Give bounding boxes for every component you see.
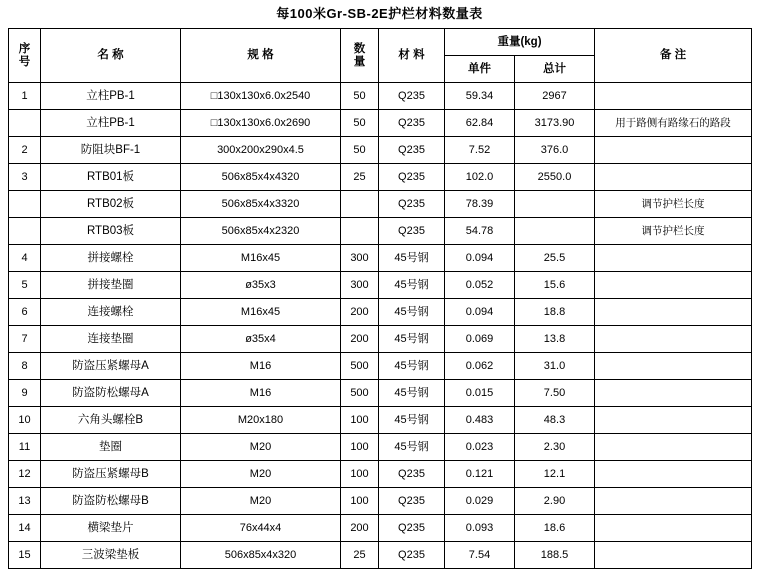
table-row — [9, 83, 752, 110]
cell-material: 45号钢 — [379, 299, 445, 326]
cell-total-weight: 7.50 — [515, 380, 595, 407]
cell-unit-weight: 0.094 — [445, 299, 515, 326]
cell-seq: 3 — [9, 164, 41, 191]
column-header-name: 名 称 — [41, 29, 181, 83]
cell-spec: M20x180 — [181, 407, 341, 434]
cell-note — [595, 83, 752, 110]
cell-name: 立柱PB-1 — [41, 83, 181, 110]
cell-unit-weight: 102.0 — [445, 164, 515, 191]
cell-material: Q235 — [379, 83, 445, 110]
cell-unit-weight: 0.023 — [445, 434, 515, 461]
cell-total-weight: 2967 — [515, 83, 595, 110]
cell-qty: 500 — [341, 353, 379, 380]
cell-material: Q235 — [379, 488, 445, 515]
cell-seq: 1 — [9, 83, 41, 110]
cell-qty: 300 — [341, 272, 379, 299]
cell-unit-weight: 7.54 — [445, 542, 515, 569]
cell-qty: 100 — [341, 488, 379, 515]
cell-name: 防盗压紧螺母A — [41, 353, 181, 380]
cell-spec: M16x45 — [181, 245, 341, 272]
cell-name: RTB01板 — [41, 164, 181, 191]
column-header-qty — [341, 29, 379, 83]
cell-material: 45号钢 — [379, 407, 445, 434]
table-row — [9, 218, 752, 245]
table-row — [9, 299, 752, 326]
cell-material: 45号钢 — [379, 380, 445, 407]
cell-seq: 15 — [9, 542, 41, 569]
cell-qty: 25 — [341, 542, 379, 569]
cell-note — [595, 434, 752, 461]
cell-unit-weight: 0.093 — [445, 515, 515, 542]
cell-material: 45号钢 — [379, 326, 445, 353]
cell-total-weight — [515, 191, 595, 218]
table-body — [9, 83, 752, 569]
cell-note — [595, 164, 752, 191]
cell-total-weight: 12.1 — [515, 461, 595, 488]
cell-unit-weight: 0.062 — [445, 353, 515, 380]
cell-spec: M20 — [181, 488, 341, 515]
cell-seq: 13 — [9, 488, 41, 515]
table-row — [9, 380, 752, 407]
cell-qty: 500 — [341, 380, 379, 407]
table-row — [9, 191, 752, 218]
material-table-container — [8, 28, 751, 569]
cell-note — [595, 326, 752, 353]
cell-total-weight: 376.0 — [515, 137, 595, 164]
cell-material: Q235 — [379, 461, 445, 488]
cell-material: 45号钢 — [379, 353, 445, 380]
column-header-weight-group: 重量(kg) — [445, 29, 595, 56]
cell-unit-weight: 0.069 — [445, 326, 515, 353]
column-header-material: 材 料 — [379, 29, 445, 83]
column-header-unit-weight: 单件 — [445, 56, 515, 83]
page-title: 每100米Gr-SB-2E护栏材料数量表 — [276, 6, 483, 21]
cell-spec: □130x130x6.0x2690 — [181, 110, 341, 137]
cell-material: 45号钢 — [379, 272, 445, 299]
cell-spec: 76x44x4 — [181, 515, 341, 542]
cell-name: 三波梁垫板 — [41, 542, 181, 569]
cell-name: 连接垫圈 — [41, 326, 181, 353]
cell-unit-weight: 0.015 — [445, 380, 515, 407]
cell-unit-weight: 78.39 — [445, 191, 515, 218]
cell-unit-weight: 59.34 — [445, 83, 515, 110]
cell-name: RTB02板 — [41, 191, 181, 218]
cell-seq: 4 — [9, 245, 41, 272]
cell-qty: 100 — [341, 461, 379, 488]
cell-material: Q235 — [379, 164, 445, 191]
cell-note: 用于路侧有路缘石的路段 — [595, 110, 752, 137]
cell-total-weight: 2.30 — [515, 434, 595, 461]
cell-qty — [341, 218, 379, 245]
cell-note — [595, 272, 752, 299]
cell-name: 六角头螺栓B — [41, 407, 181, 434]
cell-seq — [9, 110, 41, 137]
cell-spec: ø35x3 — [181, 272, 341, 299]
column-header-total-weight: 总计 — [515, 56, 595, 83]
cell-note — [595, 137, 752, 164]
cell-note — [595, 515, 752, 542]
cell-material: Q235 — [379, 515, 445, 542]
table-row — [9, 245, 752, 272]
table-header — [9, 29, 752, 83]
cell-spec: M20 — [181, 461, 341, 488]
table-row — [9, 326, 752, 353]
cell-total-weight: 31.0 — [515, 353, 595, 380]
table-row — [9, 515, 752, 542]
cell-qty: 300 — [341, 245, 379, 272]
cell-seq: 2 — [9, 137, 41, 164]
column-header-seq-line2: 号 — [18, 55, 31, 68]
cell-material: Q235 — [379, 191, 445, 218]
cell-name: 横梁垫片 — [41, 515, 181, 542]
cell-name: RTB03板 — [41, 218, 181, 245]
table-header-row-1 — [9, 29, 752, 56]
cell-qty: 200 — [341, 299, 379, 326]
cell-spec: 506x85x4x3320 — [181, 191, 341, 218]
cell-spec: 506x85x4x320 — [181, 542, 341, 569]
cell-material: Q235 — [379, 110, 445, 137]
cell-seq: 5 — [9, 272, 41, 299]
column-header-note: 备 注 — [595, 29, 752, 83]
column-header-seq — [9, 29, 41, 83]
cell-spec: M16 — [181, 353, 341, 380]
cell-seq: 7 — [9, 326, 41, 353]
cell-note — [595, 299, 752, 326]
cell-note — [595, 488, 752, 515]
table-row — [9, 407, 752, 434]
cell-seq — [9, 191, 41, 218]
cell-qty: 50 — [341, 110, 379, 137]
cell-qty: 100 — [341, 434, 379, 461]
cell-material: Q235 — [379, 542, 445, 569]
cell-total-weight: 18.8 — [515, 299, 595, 326]
cell-name: 防盗防松螺母B — [41, 488, 181, 515]
cell-spec: 506x85x4x2320 — [181, 218, 341, 245]
cell-note — [595, 353, 752, 380]
cell-material: 45号钢 — [379, 245, 445, 272]
cell-unit-weight: 7.52 — [445, 137, 515, 164]
table-row — [9, 164, 752, 191]
cell-spec: M16 — [181, 380, 341, 407]
cell-seq: 10 — [9, 407, 41, 434]
material-quantity-table — [8, 28, 752, 569]
table-row — [9, 434, 752, 461]
cell-unit-weight: 62.84 — [445, 110, 515, 137]
cell-qty: 200 — [341, 326, 379, 353]
cell-name: 防盗防松螺母A — [41, 380, 181, 407]
cell-qty: 100 — [341, 407, 379, 434]
cell-spec: M16x45 — [181, 299, 341, 326]
cell-spec: ø35x4 — [181, 326, 341, 353]
column-header-seq-line1: 序 — [18, 42, 31, 55]
cell-qty: 50 — [341, 137, 379, 164]
cell-spec: 300x200x290x4.5 — [181, 137, 341, 164]
cell-spec: 506x85x4x4320 — [181, 164, 341, 191]
cell-seq: 11 — [9, 434, 41, 461]
table-row — [9, 542, 752, 569]
cell-note — [595, 461, 752, 488]
cell-seq — [9, 218, 41, 245]
table-row — [9, 461, 752, 488]
cell-note — [595, 407, 752, 434]
cell-unit-weight: 54.78 — [445, 218, 515, 245]
cell-qty: 200 — [341, 515, 379, 542]
cell-seq: 12 — [9, 461, 41, 488]
cell-name: 拼接螺栓 — [41, 245, 181, 272]
column-header-spec: 规 格 — [181, 29, 341, 83]
cell-total-weight: 188.5 — [515, 542, 595, 569]
cell-spec: M20 — [181, 434, 341, 461]
cell-name: 防盗压紧螺母B — [41, 461, 181, 488]
document-page — [0, 6, 759, 561]
cell-total-weight: 48.3 — [515, 407, 595, 434]
cell-total-weight: 2550.0 — [515, 164, 595, 191]
cell-total-weight: 18.6 — [515, 515, 595, 542]
cell-seq: 14 — [9, 515, 41, 542]
table-row — [9, 272, 752, 299]
cell-total-weight: 3173.90 — [515, 110, 595, 137]
cell-total-weight — [515, 218, 595, 245]
cell-note — [595, 542, 752, 569]
table-row — [9, 137, 752, 164]
cell-material: Q235 — [379, 137, 445, 164]
cell-unit-weight: 0.029 — [445, 488, 515, 515]
cell-qty: 25 — [341, 164, 379, 191]
cell-total-weight: 15.6 — [515, 272, 595, 299]
cell-name: 连接螺栓 — [41, 299, 181, 326]
cell-material: Q235 — [379, 218, 445, 245]
table-row — [9, 353, 752, 380]
cell-name: 拼接垫圈 — [41, 272, 181, 299]
cell-unit-weight: 0.483 — [445, 407, 515, 434]
cell-name: 防阻块BF-1 — [41, 137, 181, 164]
cell-total-weight: 13.8 — [515, 326, 595, 353]
cell-name: 垫圈 — [41, 434, 181, 461]
cell-total-weight: 25.5 — [515, 245, 595, 272]
cell-note: 调节护栏长度 — [595, 218, 752, 245]
cell-qty: 50 — [341, 83, 379, 110]
cell-note — [595, 380, 752, 407]
table-row — [9, 488, 752, 515]
cell-name: 立柱PB-1 — [41, 110, 181, 137]
cell-note: 调节护栏长度 — [595, 191, 752, 218]
table-row — [9, 110, 752, 137]
cell-note — [595, 245, 752, 272]
cell-qty — [341, 191, 379, 218]
column-header-qty-line2: 量 — [353, 55, 366, 68]
cell-spec: □130x130x6.0x2540 — [181, 83, 341, 110]
cell-unit-weight: 0.052 — [445, 272, 515, 299]
cell-unit-weight: 0.121 — [445, 461, 515, 488]
cell-seq: 9 — [9, 380, 41, 407]
column-header-qty-line1: 数 — [353, 42, 366, 55]
cell-material: 45号钢 — [379, 434, 445, 461]
cell-seq: 8 — [9, 353, 41, 380]
cell-unit-weight: 0.094 — [445, 245, 515, 272]
cell-seq: 6 — [9, 299, 41, 326]
cell-total-weight: 2.90 — [515, 488, 595, 515]
